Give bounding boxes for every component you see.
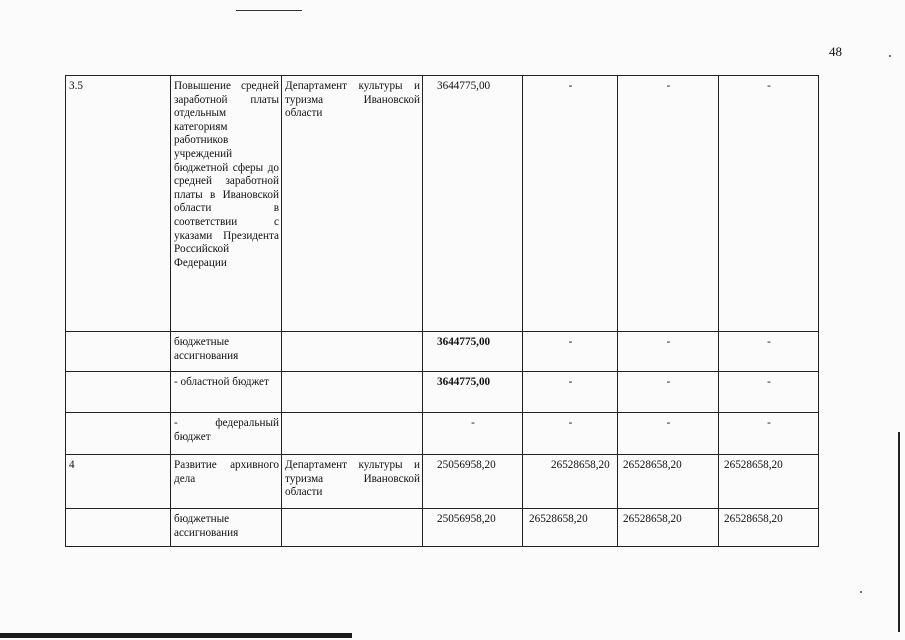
amount-cell: - xyxy=(618,76,719,332)
row-executor xyxy=(282,332,423,372)
amount-cell: - xyxy=(719,76,819,332)
row-executor: Департамент культуры и туризма Ивановской области xyxy=(282,76,423,332)
row-number: 3.5 xyxy=(66,76,171,332)
row-number xyxy=(66,413,171,455)
amount-cell: - xyxy=(618,332,719,372)
row-number xyxy=(66,509,171,547)
amount-cell: 26528658,20 xyxy=(719,509,819,547)
amount-cell: - xyxy=(523,413,618,455)
scan-speck xyxy=(889,55,891,57)
amount-cell: 3644775,00 xyxy=(423,332,523,372)
amount-cell: - xyxy=(719,332,819,372)
amount-cell: 26528658,20 xyxy=(618,509,719,547)
amount-cell: - xyxy=(523,372,618,413)
amount-cell: - xyxy=(423,413,523,455)
table-row xyxy=(66,455,819,509)
amount-cell: 26528658,20 xyxy=(618,455,719,509)
amount-cell: 26528658,20 xyxy=(719,455,819,509)
amount-cell: 3644775,00 xyxy=(423,76,523,332)
amount-cell: - xyxy=(719,413,819,455)
row-name: Развитие архивного дела xyxy=(171,455,282,509)
top-rule xyxy=(236,10,302,11)
page-number: 48 xyxy=(829,44,842,59)
row-name: Повышение средней заработной платы отдельным категориям работников учреждений бюджетной сферы до средней заработной платы в Ивановской области в соответствии с указами Президента Российской Федерации xyxy=(171,76,282,332)
amount-cell: - xyxy=(523,76,618,332)
table-row xyxy=(66,509,819,547)
row-executor: Департамент культуры и туризма Ивановской области xyxy=(282,455,423,509)
row-number xyxy=(66,332,171,372)
row-name: бюджетные ассигнования xyxy=(171,332,282,372)
table-row xyxy=(66,413,819,455)
scan-edge-mark xyxy=(898,432,900,632)
amount-cell: 26528658,20 xyxy=(523,509,618,547)
amount-cell: 25056958,20 xyxy=(423,455,523,509)
amount-cell: 25056958,20 xyxy=(423,509,523,547)
amount-cell: 3644775,00 xyxy=(423,372,523,413)
row-name: - федеральный бюджет xyxy=(171,413,282,455)
row-executor xyxy=(282,509,423,547)
table-row xyxy=(66,76,819,332)
amount-cell: - xyxy=(719,372,819,413)
scan-speck xyxy=(860,591,862,593)
row-executor xyxy=(282,413,423,455)
amount-cell: - xyxy=(523,332,618,372)
row-number: 4 xyxy=(66,455,171,509)
budget-table xyxy=(65,75,819,547)
amount-cell: - xyxy=(618,372,719,413)
row-name: бюджетные ассигнования xyxy=(171,509,282,547)
row-executor xyxy=(282,372,423,413)
amount-cell: - xyxy=(618,413,719,455)
scan-bottom-mark xyxy=(0,633,352,638)
row-name: - областной бюджет xyxy=(171,372,282,413)
row-number xyxy=(66,372,171,413)
table-row xyxy=(66,372,819,413)
table-row xyxy=(66,332,819,372)
amount-cell: 26528658,20 xyxy=(523,455,618,509)
